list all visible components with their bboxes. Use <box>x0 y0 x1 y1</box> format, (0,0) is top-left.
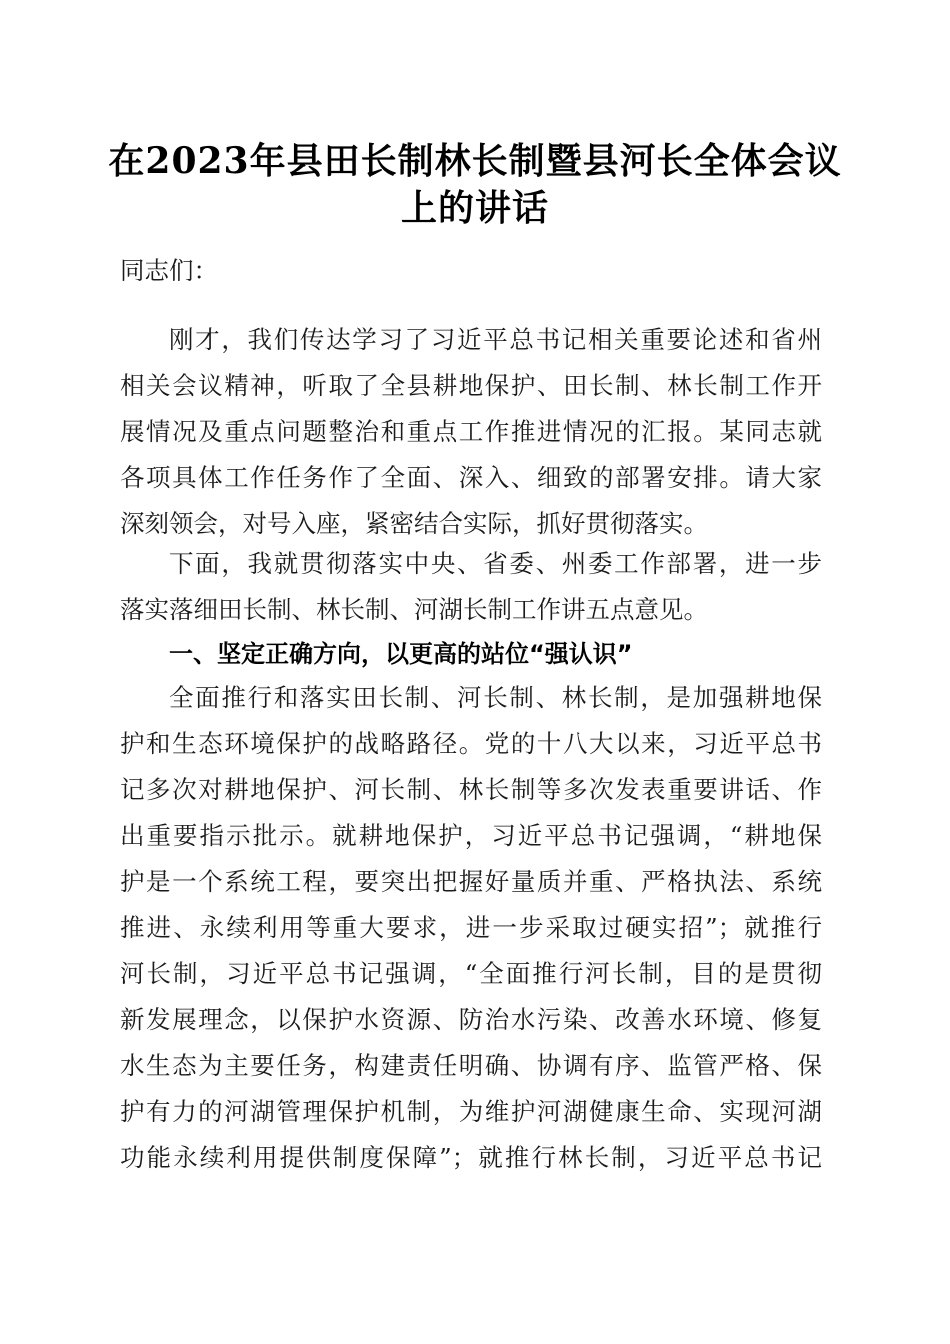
section-heading-1: 一、坚定正确方向，以更高的站位“强认识” <box>169 640 633 668</box>
salutation: 同志们： <box>120 256 218 285</box>
document-title-line-1: 在2023年县田长制林长制暨县河长全体会议 <box>108 140 842 182</box>
paragraph-line: 相关会议精神，听取了全县耕地保护、田长制、林长制工作开 <box>120 371 822 400</box>
paragraph-line: 记多次对耕地保护、河长制、林长制等多次发表重要讲话、作 <box>120 775 822 804</box>
paragraph-line: 功能永续利用提供制度保障”；就推行林长制，习近平总书记 <box>120 1143 822 1172</box>
paragraph-line: 河长制，习近平总书记强调，“全面推行河长制，目的是贯彻 <box>120 959 822 988</box>
paragraph-line: 护是一个系统工程，要突出把握好量质并重、严格执法、系统 <box>120 867 822 896</box>
paragraph-line: 护有力的河湖管理保护机制，为维护河湖健康生命、实现河湖 <box>120 1097 822 1126</box>
paragraph-line: 深刻领会，对号入座，紧密结合实际，抓好贯彻落实。 <box>120 509 708 538</box>
paragraph-line: 各项具体工作任务作了全面、深入、细致的部署安排。请大家 <box>120 463 822 492</box>
paragraph-line: 新发展理念，以保护水资源、防治水污染、改善水环境、修复 <box>120 1005 822 1034</box>
document-title-line-2: 上的讲话 <box>400 187 549 229</box>
paragraph-line: 全面推行和落实田长制、河长制、林长制，是加强耕地保 <box>169 683 822 712</box>
paragraph-line: 水生态为主要任务，构建责任明确、协调有序、监管严格、保 <box>120 1051 822 1080</box>
paragraph-line: 出重要指示批示。就耕地保护，习近平总书记强调，“耕地保 <box>120 821 822 850</box>
paragraph-line: 刚才，我们传达学习了习近平总书记相关重要论述和省州 <box>169 325 822 354</box>
paragraph-line: 下面，我就贯彻落实中央、省委、州委工作部署，进一步 <box>169 549 822 578</box>
paragraph-line: 展情况及重点问题整治和重点工作推进情况的汇报。某同志就 <box>120 417 822 446</box>
paragraph-line: 护和生态环境保护的战略路径。党的十八大以来，习近平总书 <box>120 729 822 758</box>
paragraph-line: 落实落细田长制、林长制、河湖长制工作讲五点意见。 <box>120 595 708 624</box>
paragraph-line: 推进、永续利用等重大要求，进一步采取过硬实招”；就推行 <box>120 913 822 942</box>
